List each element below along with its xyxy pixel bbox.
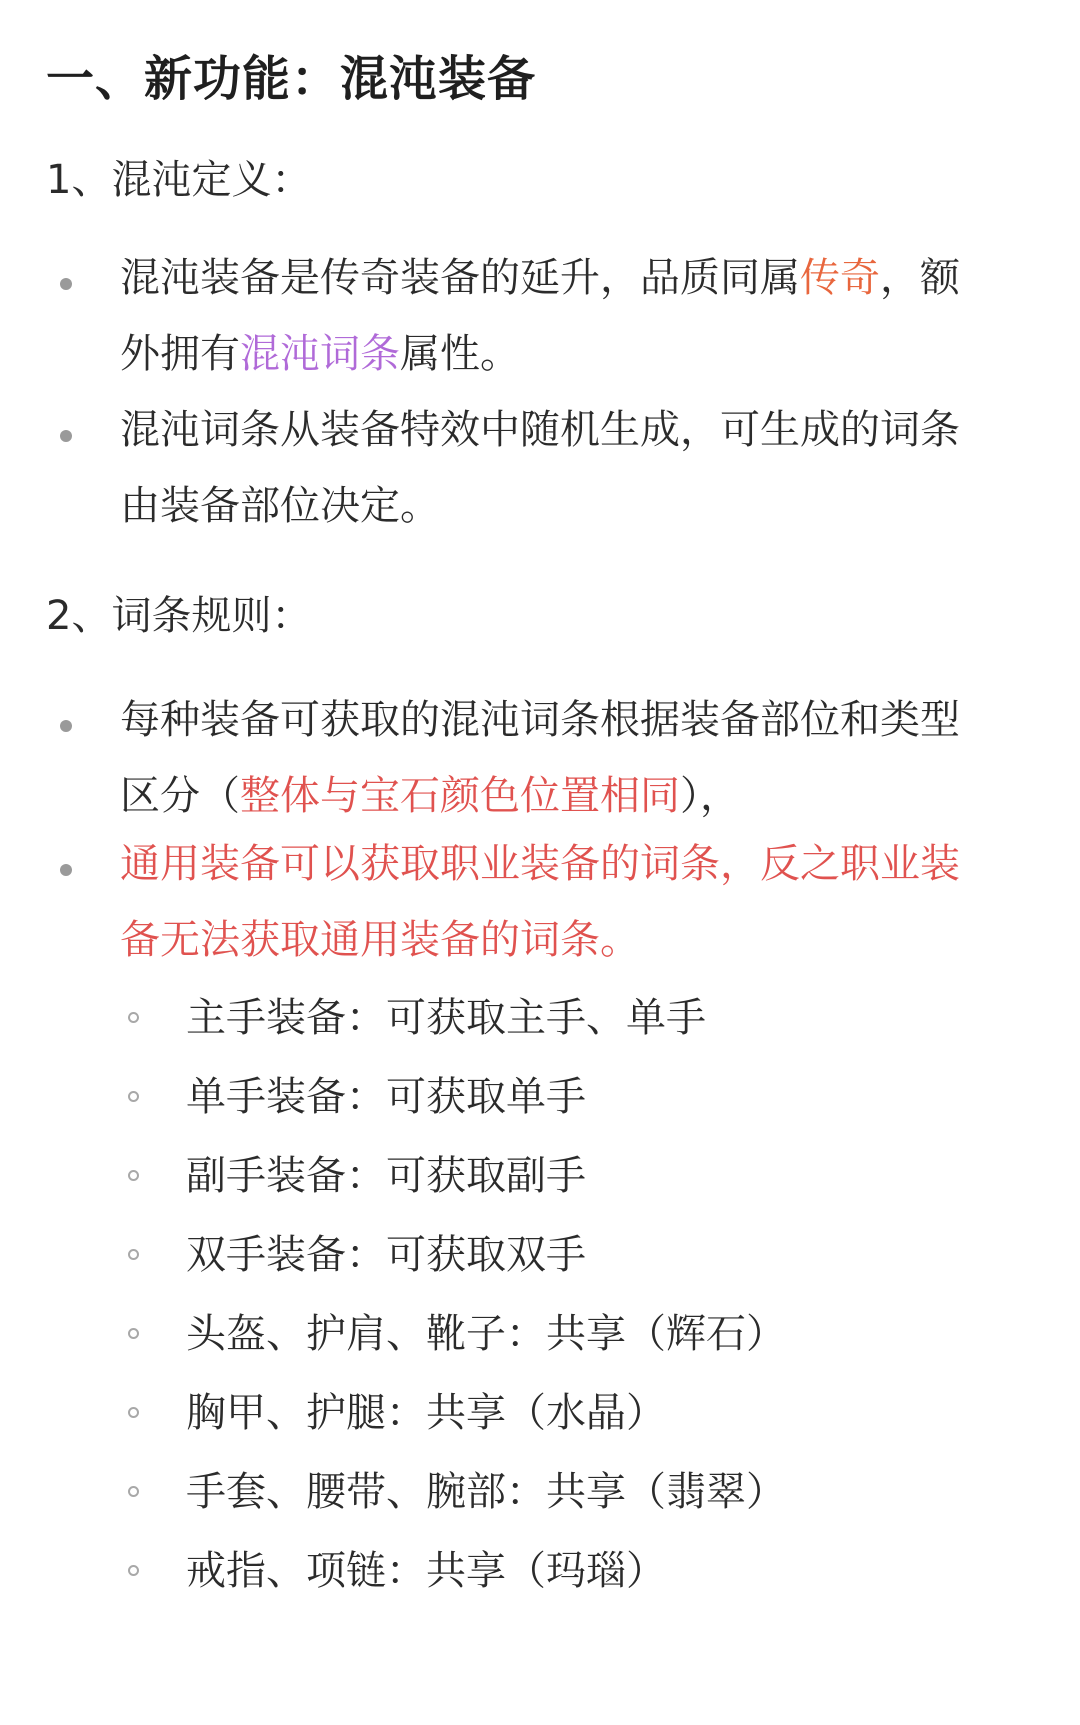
list-item-line: [120, 316, 1040, 392]
hollow-circle-bullet-icon: [128, 1565, 139, 1576]
sub-list-item-text: 主手装备：可获取主手、单手: [186, 995, 706, 1041]
sub-list-item-text: 手套、腰带、腕部：共享（翡翠）: [186, 1469, 786, 1515]
text-span: 混沌装备是传奇装备的延升，品质同属: [120, 255, 800, 301]
list-item-text: [120, 392, 1040, 544]
bullet-dot-icon: [60, 720, 72, 732]
list-item-line: [120, 240, 1040, 316]
text-span: 区分（: [120, 773, 240, 819]
list-item-line: 通用装备可以获取职业装备的词条，反之职业装: [120, 841, 960, 887]
red-highlight: 整体与宝石颜色位置相同: [240, 773, 680, 819]
sub-list-item: [0, 1385, 1080, 1445]
sub-list-item-text: 头盔、护肩、靴子：共享（辉石）: [186, 1311, 786, 1357]
text-span: ，额: [880, 255, 960, 301]
list-item-line: 每种装备可获取的混沌词条根据装备部位和类型: [120, 697, 960, 743]
text-span: 外拥有: [120, 331, 240, 377]
hollow-circle-bullet-icon: [128, 1012, 139, 1023]
list-item-text: [120, 826, 1040, 978]
sub-list-item: [0, 1464, 1080, 1524]
bullet-dot-icon: [60, 430, 72, 442]
chaos-affix-highlight: 混沌词条: [240, 331, 400, 377]
hollow-circle-bullet-icon: [128, 1407, 139, 1418]
sub-list-item: [0, 1069, 1080, 1129]
hollow-circle-bullet-icon: [128, 1091, 139, 1102]
list-item-text: [120, 682, 1040, 834]
sub-list-item: [0, 990, 1080, 1050]
page-title: 一、新功能：混沌装备: [46, 51, 537, 107]
sub-list-item: [0, 1148, 1080, 1208]
section-heading-definition: 1、混沌定义：: [46, 157, 312, 203]
list-item-text: [120, 240, 1040, 392]
hollow-circle-bullet-icon: [128, 1328, 139, 1339]
sub-list-item-text: 单手装备：可获取单手: [186, 1074, 586, 1120]
list-item-line: 混沌词条从装备特效中随机生成，可生成的词条: [120, 407, 960, 453]
text-span: ），: [680, 773, 740, 819]
sub-list-item-text: 胸甲、护腿：共享（水晶）: [186, 1390, 666, 1436]
sub-list-item: [0, 1306, 1080, 1366]
bullet-dot-icon: [60, 864, 72, 876]
sub-list-item: [0, 1543, 1080, 1603]
sub-list-item: [0, 1227, 1080, 1287]
sub-list-item-text: 双手装备：可获取双手: [186, 1232, 586, 1278]
text-span: 属性。: [400, 331, 520, 377]
hollow-circle-bullet-icon: [128, 1170, 139, 1181]
hollow-circle-bullet-icon: [128, 1486, 139, 1497]
list-item-line: [120, 758, 1040, 834]
bullet-dot-icon: [60, 278, 72, 290]
sub-list-item-text: 戒指、项链：共享（玛瑙）: [186, 1548, 666, 1594]
list-item-line: 备无法获取通用装备的词条。: [120, 917, 640, 963]
hollow-circle-bullet-icon: [128, 1249, 139, 1260]
sub-list-item-text: 副手装备：可获取副手: [186, 1153, 586, 1199]
legendary-highlight: 传奇: [800, 255, 880, 301]
list-item-line: 由装备部位决定。: [120, 483, 440, 529]
section-heading-rules: 2、词条规则：: [46, 593, 312, 639]
